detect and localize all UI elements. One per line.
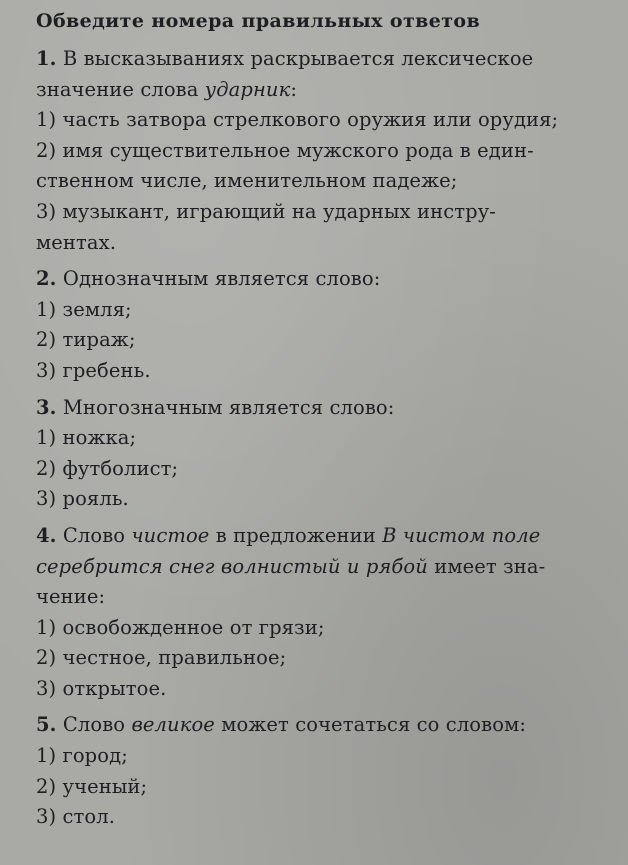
question-2-option-1[interactable]: 1) земля; — [36, 297, 132, 321]
question-1-line-1 — [36, 44, 618, 75]
question-1-option-2-cont[interactable]: ственном числе, именительном падеже; — [36, 169, 458, 193]
question-5-text-a: Слово — [56, 713, 132, 737]
question-4-line-1 — [36, 521, 618, 552]
question-1-option-3-cont[interactable]: ментах. — [36, 230, 117, 254]
question-5-line-1 — [36, 710, 618, 741]
question-3-option-2[interactable]: 2) футболист; — [36, 456, 179, 480]
question-3-option-1[interactable]: 1) ножка; — [36, 426, 137, 450]
question-5-word: великое — [131, 713, 215, 737]
question-5 — [36, 710, 618, 832]
question-5-option-1[interactable]: 1) город; — [36, 744, 128, 768]
question-4-text-b: в предложении — [209, 523, 383, 547]
question-1-option-1[interactable]: 1) часть затвора стрелкового оружия или орудия; — [36, 108, 559, 132]
question-4-text-c: имеет зна- — [427, 554, 546, 578]
question-1-option-3[interactable]: 3) музыкант, играющий на ударных инстру- — [36, 199, 496, 223]
question-2-number: 2. — [36, 267, 57, 291]
question-4-line-3: чение: — [36, 585, 106, 609]
question-1 — [36, 44, 618, 258]
question-4-word: чистое — [131, 523, 210, 547]
question-4-option-2[interactable]: 2) честное, правильное; — [36, 646, 287, 670]
question-5-text-b: может сочетаться со словом: — [214, 713, 527, 737]
question-3-text: Многозначным является слово: — [56, 395, 395, 419]
question-3-option-3[interactable]: 3) рояль. — [36, 487, 129, 511]
worksheet-heading: Обведите номера правильных ответов — [36, 10, 481, 32]
question-2 — [36, 264, 618, 386]
question-1-text-b: значение слова — [36, 77, 205, 101]
question-3-number: 3. — [36, 395, 57, 419]
question-4-number: 4. — [36, 523, 57, 547]
question-5-option-3[interactable]: 3) стол. — [36, 805, 116, 829]
question-5-option-2[interactable]: 2) ученый; — [36, 774, 148, 798]
question-5-number: 5. — [36, 713, 57, 737]
question-1-number: 1. — [36, 47, 57, 70]
question-1-text-a: В высказываниях раскрывается лексическое — [56, 47, 534, 70]
question-1-line-2 — [36, 75, 618, 106]
question-4-text-a: Слово — [56, 523, 132, 547]
question-3 — [36, 393, 618, 515]
question-4-line-2 — [36, 552, 618, 583]
question-1-word: ударник — [204, 77, 291, 101]
question-4-option-1[interactable]: 1) освобожденное от грязи; — [36, 615, 325, 639]
question-3-line-1 — [36, 393, 618, 424]
question-2-line-1 — [36, 264, 618, 295]
question-4 — [36, 521, 618, 705]
question-4-quote-a: В чистом поле — [382, 523, 541, 547]
question-2-option-2[interactable]: 2) тираж; — [36, 328, 136, 352]
question-1-option-2[interactable]: 2) имя существительное мужского рода в един- — [36, 138, 534, 162]
question-1-text-c: : — [290, 77, 297, 101]
question-4-quote-b: серебрится снег волнистый и рябой — [36, 554, 428, 578]
question-4-option-3[interactable]: 3) открытое. — [36, 676, 167, 700]
question-2-text: Однозначным является слово: — [56, 267, 381, 291]
question-2-option-3[interactable]: 3) гребень. — [36, 358, 151, 382]
